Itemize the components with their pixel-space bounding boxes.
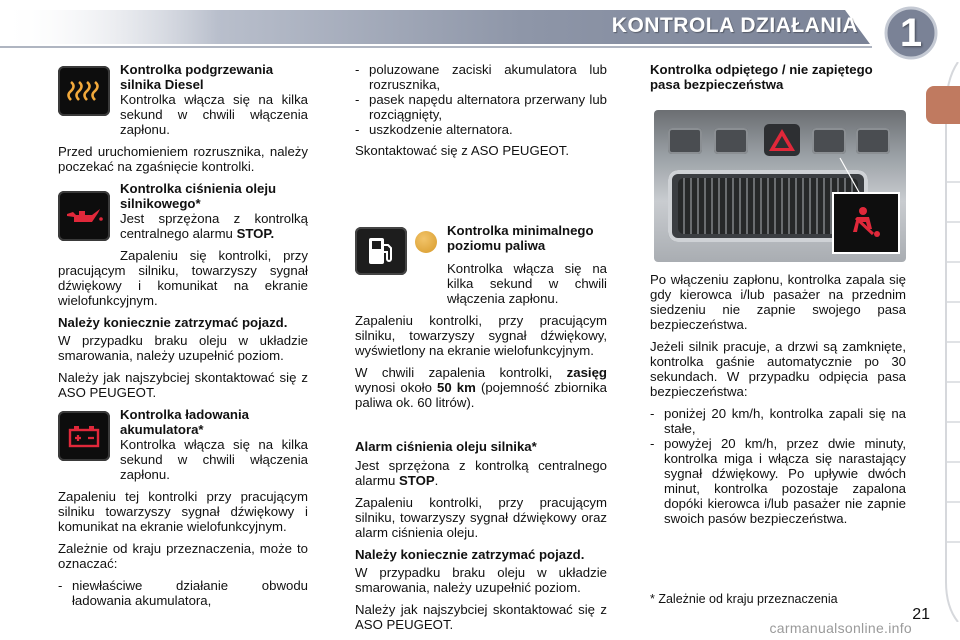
dashboard-photo (654, 110, 906, 262)
text-span: wynosi około (355, 380, 438, 395)
section-low-fuel (355, 223, 607, 313)
paragraph: Kontrolka włącza się na kilka sekund w chwili włączenia zapłonu. (120, 437, 308, 482)
seatbelt-warning-icon (832, 192, 900, 254)
list-item: - pasek napędu alternatora przerwany lub rozciągnięty, (355, 92, 607, 122)
paragraph: W przypadku braku oleju w układzie smarowania, należy uzupełnić poziom. (355, 565, 607, 595)
text-span: Jest sprzężona z kontrolką centralnego alarmu (355, 458, 607, 488)
section-diesel-preheat (58, 62, 308, 144)
text-span: Jest sprzężona z kontrolką centralnego alarmu (120, 211, 308, 241)
section-title: Kontrolka ładowania akumulatora* (120, 407, 249, 437)
battery-icon (58, 411, 110, 461)
chapter-tab-active[interactable] (926, 86, 960, 124)
list-item: - powyżej 20 km/h, przez dwie minuty, kontrolka miga i włącza się narastający sygnał dźwiękowy. Po upływie dwóch minut, kontrolka pozostaje zapalona dopóki kierowca i/lub pasażer nie zapnie swoich pasów bezpieczeństwa. (650, 436, 906, 526)
warning-stop-vehicle: Należy koniecznie zatrzymać pojazd. (355, 547, 585, 562)
column-left (58, 62, 308, 614)
column-right (650, 62, 906, 532)
battery-fault-list (58, 578, 308, 608)
oil-pressure-icon (58, 191, 110, 241)
section-title: Kontrolka podgrzewania silnika Diesel (120, 62, 274, 92)
page-title: KONTROLA DZIAŁANIA (611, 14, 858, 37)
seatbelt-behaviour-list (650, 406, 906, 526)
warning-stop-vehicle: Należy koniecznie zatrzymać pojazd. (58, 315, 288, 330)
paragraph: Przed uruchomieniem rozrusznika, należy poczekać na zgaśnięcie kontrolki. (58, 144, 308, 174)
text-span: W chwili zapalenia kontrolki, (355, 365, 567, 380)
column-middle (355, 62, 607, 639)
chapter-tab-strip (938, 62, 960, 622)
watermark: carmanualsonline.info (769, 620, 912, 636)
paragraph: Należy jak najszybciej skontaktować się z ASO PEUGEOT. (58, 370, 308, 400)
paragraph: Kontrolka włącza się na kilka sekund w chwili włączenia zapłonu. (447, 261, 607, 306)
page-number: 21 (912, 606, 930, 623)
paragraph: Zapaleniu kontrolki, przy pracującym silniku, towarzyszy sygnał dźwiękowy oraz alarm ciśnienia oleju. (355, 495, 607, 540)
paragraph: Zapaleniu tej kontrolki przy pracującym silniku towarzyszy sygnał dźwiękowy i komunikat na ekranie wielofunkcyjnym. (58, 489, 308, 534)
paragraph: Należy jak najszybciej skontaktować się z ASO PEUGEOT. (355, 602, 607, 632)
list-item: - poluzowane zaciski akumulatora lub rozrusznika, (355, 62, 607, 92)
battery-fault-list-cont (355, 62, 607, 137)
paragraph: Skontaktować się z ASO PEUGEOT. (355, 143, 570, 158)
section-title: Kontrolka minimalnego poziomu paliwa (447, 223, 594, 253)
paragraph (120, 211, 308, 241)
amber-indicator-icon (415, 231, 437, 253)
stop-label: STOP. (236, 226, 275, 241)
chapter-number: 1 (899, 11, 923, 55)
range-value: 50 km (437, 380, 476, 395)
list-item: - uszkodzenie alternatora. (355, 122, 607, 137)
paragraph: W przypadku braku oleju w układzie smarowania, należy uzupełnić poziom. (58, 333, 308, 363)
section-battery (58, 407, 308, 489)
list-item: - niewłaściwe działanie obwodu ładowania akumulatora, (58, 578, 308, 608)
paragraph: Po włączeniu zapłonu, kontrolka zapala się gdy kierowca i/lub pasażer na przednim siedzeniu nie zapnie swojego pasa bezpieczeństwa. (650, 272, 906, 332)
paragraph (355, 458, 607, 488)
glow-plug-icon (58, 66, 110, 116)
stop-label: STOP (398, 473, 435, 488)
range-label: zasięg (566, 365, 607, 380)
section-oil-pressure (58, 181, 308, 248)
paragraph (355, 365, 607, 410)
section-title: Kontrolka odpiętego / nie zapiętego pasa bezpieczeństwa (650, 62, 873, 92)
text-span: (pojemność zbiornika paliwa ok. 60 litrów). (355, 380, 607, 410)
paragraph: Zależnie od kraju przeznaczenia, może to oznaczać: (58, 541, 308, 571)
section-title: Alarm ciśnienia oleju silnika* (355, 439, 537, 454)
footnote: * Zależnie od kraju przeznaczenia (650, 592, 838, 606)
list-item: - poniżej 20 km/h, kontrolka zapali się na stałe, (650, 406, 906, 436)
text-span: . (434, 473, 439, 488)
paragraph: Zapaleniu się kontrolki, przy pracującym silniku, towarzyszy sygnał dźwiękowy i komunikat na ekranie wielofunkcyjnym. (58, 248, 308, 308)
paragraph: Kontrolka włącza się na kilka sekund w chwili włączenia zapłonu. (120, 92, 308, 137)
fuel-pump-icon (355, 227, 407, 275)
paragraph: Jeżeli silnik pracuje, a drzwi są zamknięte, kontrolka gaśnie automatycznie po 30 sekundach. W przypadku odpięcia pasa bezpieczeństwa: (650, 339, 906, 399)
section-title: Kontrolka ciśnienia oleju silnikowego* (120, 181, 277, 211)
paragraph: Zapaleniu kontrolki, przy pracującym silniku, towarzyszy sygnał dźwiękowy, wyświetlony na ekranie wielofunkcyjnym. (355, 313, 607, 358)
